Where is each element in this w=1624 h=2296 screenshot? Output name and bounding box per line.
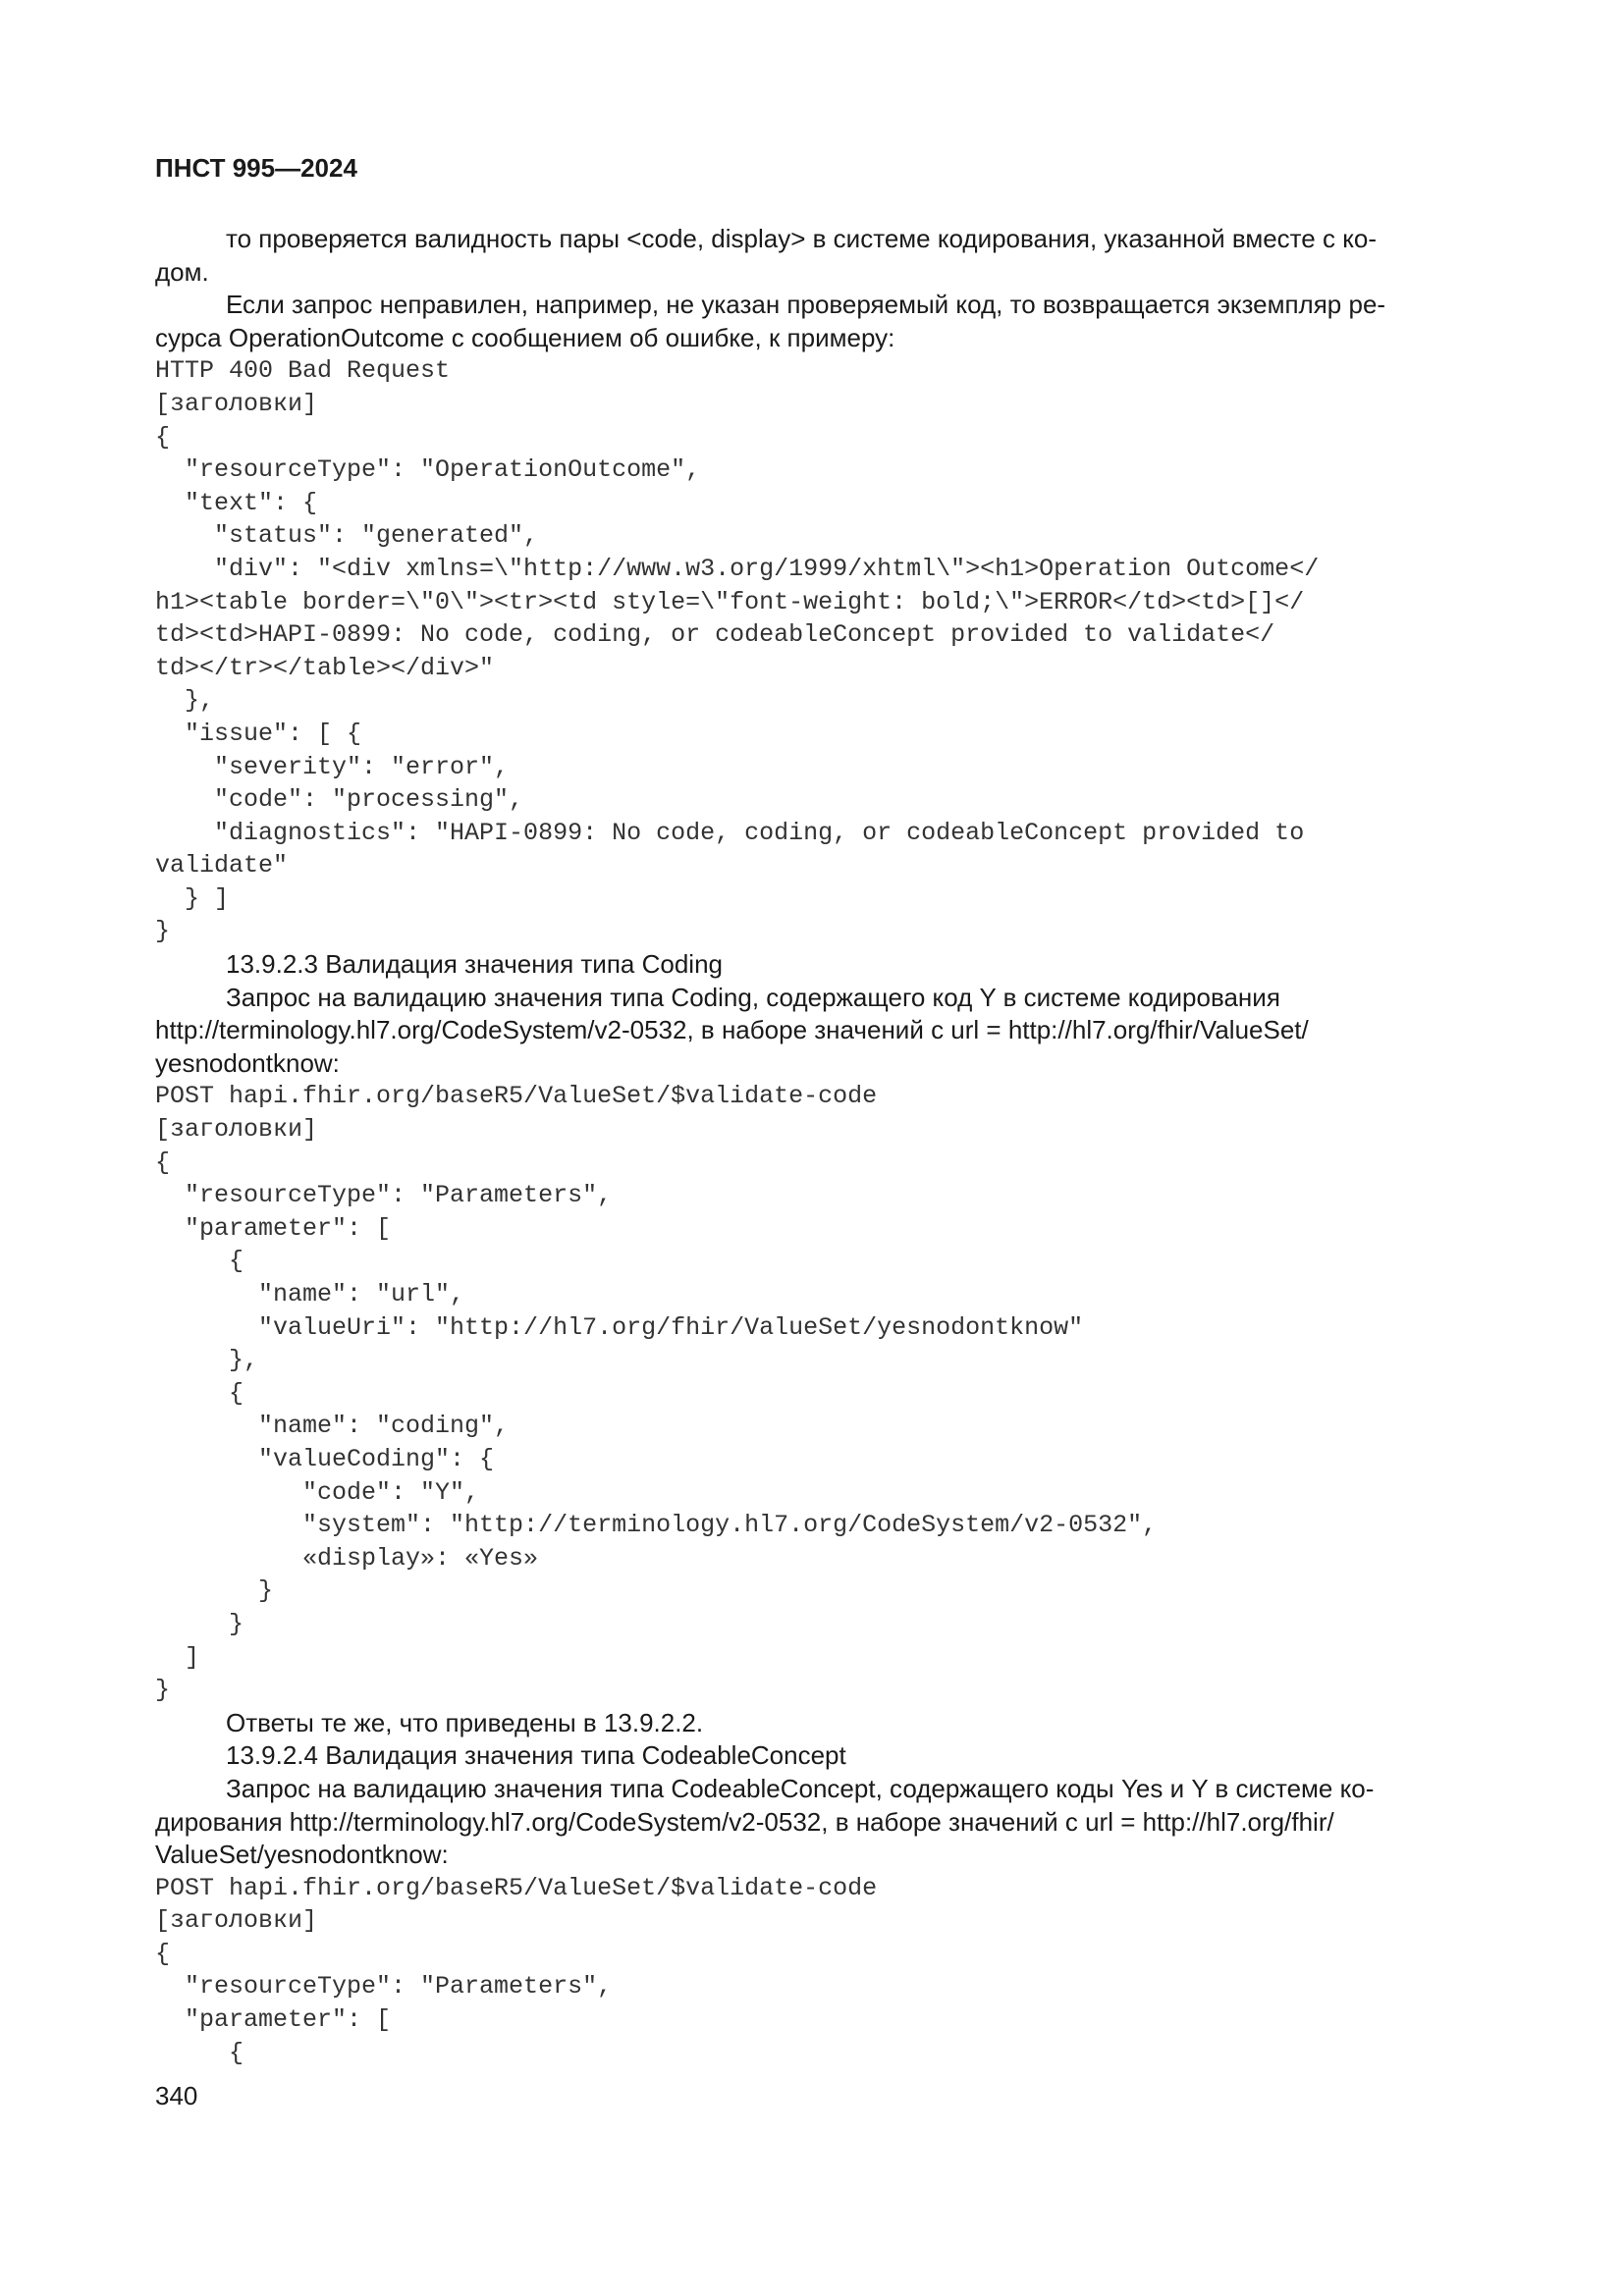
code-line: "valueUri": "http://hl7.org/fhir/ValueSet/yesnodontknow" [155, 1312, 1084, 1342]
code-line: }, [155, 686, 215, 716]
code-block-codeableconcept-request [155, 1872, 1479, 2070]
section-heading: 13.9.2.4 Валидация значения типа CodeableConcept [226, 1740, 846, 1771]
code-line: } [155, 917, 171, 946]
paragraph-line: yesnodontknow: [155, 1047, 340, 1078]
code-line: "diagnostics": "HAPI-0899: No code, coding, or codeableConcept provided to [155, 818, 1305, 847]
code-line: td><td>HAPI-0899: No code, coding, or codeableConcept provided to validate</ [155, 620, 1275, 650]
code-line: "code": "Y", [155, 1477, 480, 1507]
code-line: "system": "http://terminology.hl7.org/CodeSystem/v2-0532", [155, 1511, 1158, 1540]
code-line: [заголовки] [155, 1115, 318, 1145]
code-block-coding-request [155, 1080, 1479, 1706]
code-line: td></tr></table></div>" [155, 653, 495, 682]
code-line: POST hapi.fhir.org/baseR5/ValueSet/$validate-code [155, 1082, 878, 1111]
page-number: 340 [155, 2081, 198, 2110]
document-header: ПНСТ 995—2024 [155, 153, 357, 183]
code-line: "div": "<div xmlns=\"http://www.w3.org/1999/xhtml\"><h1>Operation Outcome</ [155, 554, 1320, 583]
code-line: HTTP 400 Bad Request [155, 356, 451, 386]
code-line: } [155, 1609, 244, 1638]
code-line: "valueCoding": { [155, 1444, 495, 1473]
code-line: }, [155, 1346, 259, 1375]
code-line: «display»: «Yes» [155, 1543, 539, 1573]
code-line: [заголовки] [155, 1906, 318, 1936]
code-line: { [155, 422, 171, 452]
paragraph-line: то проверяется валидность пары <code, display> в системе кодирования, указанной вместе с ко- [226, 224, 1377, 253]
code-line: "issue": [ { [155, 719, 362, 748]
code-line: { [155, 1378, 244, 1408]
code-line: "parameter": [ [155, 2005, 392, 2035]
code-line: validate" [155, 851, 289, 881]
section-heading: 13.9.2.3 Валидация значения типа Coding [226, 949, 723, 980]
paragraph-line: Ответы те же, что приведены в 13.9.2.2. [226, 1707, 704, 1737]
paragraph-line: ValueSet/yesnodontknow: [155, 1840, 449, 1870]
code-line: { [155, 1148, 171, 1177]
code-block-operation-outcome [155, 354, 1479, 948]
code-line: } [155, 1576, 274, 1606]
code-line: "resourceType": "Parameters", [155, 1972, 613, 2002]
paragraph-line: http://terminology.hl7.org/CodeSystem/v2-0532, в наборе значений с url = http://hl7.org/fhir/ValueSet/ [155, 1015, 1309, 1045]
paragraph-line: Запрос на валидацию значения типа Coding, содержащего код Y в системе кодирования [226, 982, 1280, 1012]
code-line: "name": "coding", [155, 1412, 510, 1441]
code-line: "name": "url", [155, 1280, 465, 1308]
paragraph-line: Запрос на валидацию значения типа CodeableConcept, содержащего коды Yes и Y в системе ко- [226, 1773, 1375, 1803]
page-content [155, 223, 1479, 2069]
paragraph-line: дом. [155, 256, 209, 287]
code-line: ] [155, 1642, 200, 1672]
code-line: { [155, 1247, 244, 1276]
code-line: [заголовки] [155, 389, 318, 418]
code-line: "text": { [155, 488, 318, 517]
paragraph-line: сурса OperationOutcome с сообщением об ошибке, к примеру: [155, 322, 895, 352]
code-line: h1><table border=\"0\"><tr><td style=\"font-weight: bold;\">ERROR</td><td>[]</ [155, 587, 1305, 616]
code-line: "resourceType": "Parameters", [155, 1181, 613, 1210]
paragraph-line: Если запрос неправилен, например, не указан проверяемый код, то возвращается экземпляр ре- [226, 290, 1386, 320]
code-line: { [155, 1939, 171, 1968]
code-line: POST hapi.fhir.org/baseR5/ValueSet/$validate-code [155, 1873, 878, 1902]
code-line: "status": "generated", [155, 521, 539, 551]
code-line: "parameter": [ [155, 1213, 392, 1243]
code-line: "resourceType": "OperationOutcome", [155, 455, 701, 485]
code-line: "severity": "error", [155, 752, 510, 781]
code-line: "code": "processing", [155, 785, 524, 815]
code-line: { [155, 2038, 244, 2067]
code-line: } ] [155, 883, 230, 913]
code-line: } [155, 1676, 171, 1705]
paragraph-line: дирования http://terminology.hl7.org/CodeSystem/v2-0532, в наборе значений с url = http://hl7.org/fhir/ [155, 1806, 1334, 1837]
